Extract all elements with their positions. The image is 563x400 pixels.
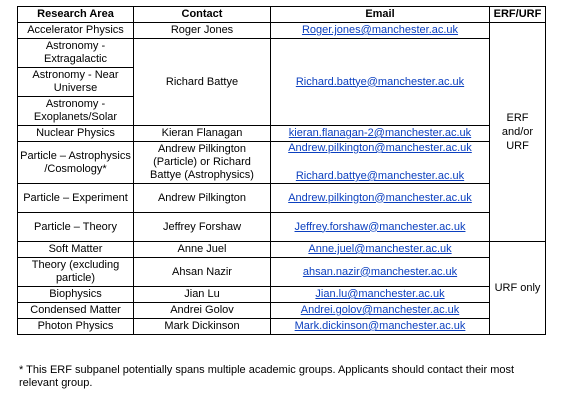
contact-cell: Mark Dickinson xyxy=(134,319,271,335)
email-cell xyxy=(271,39,490,126)
urf-group-cell: URF only xyxy=(490,242,546,335)
contact-cell: Andrew Pilkington xyxy=(134,184,271,213)
email-cell xyxy=(271,184,490,213)
research-area-cell: Astronomy - Near Universe xyxy=(18,68,134,97)
table-row xyxy=(18,142,546,184)
header-row xyxy=(18,7,546,23)
erf-group-cell: ERF and/or URF xyxy=(490,23,546,242)
research-area-cell: Particle – Astrophysics /Cosmology* xyxy=(18,142,134,184)
email-cell xyxy=(271,213,490,242)
email-cell xyxy=(271,319,490,335)
email-link[interactable]: Richard.battye@manchester.ac.uk xyxy=(295,75,465,88)
header-erf-urf: ERF/URF xyxy=(490,7,546,23)
email-link[interactable]: Andrei.golov@manchester.ac.uk xyxy=(300,304,460,316)
email-cell xyxy=(271,23,490,39)
table-row xyxy=(18,319,546,335)
email-link[interactable]: Roger.jones@manchester.ac.uk xyxy=(301,24,459,36)
research-area-cell: Nuclear Physics xyxy=(18,126,134,142)
table-row xyxy=(18,126,546,142)
research-area-cell: Astronomy - Extragalactic xyxy=(18,39,134,68)
email-link[interactable]: Andrew.pilkington@manchester.ac.uk xyxy=(288,191,472,204)
research-area-cell: Astronomy - Exoplanets/Solar xyxy=(18,97,134,126)
table-row xyxy=(18,242,546,258)
contact-cell: Jian Lu xyxy=(134,287,271,303)
contacts-table xyxy=(17,6,546,335)
research-area-cell: Soft Matter xyxy=(18,242,134,258)
email-link[interactable]: kieran.flanagan-2@manchester.ac.uk xyxy=(288,127,472,139)
header-research-area: Research Area xyxy=(18,7,134,23)
email-cell xyxy=(271,303,490,319)
email-cell xyxy=(271,242,490,258)
email-cell xyxy=(271,142,490,184)
header-email: Email xyxy=(271,7,490,23)
contact-cell: Kieran Flanagan xyxy=(134,126,271,142)
email-link[interactable]: Jeffrey.forshaw@manchester.ac.uk xyxy=(294,220,466,233)
table-row xyxy=(18,184,546,213)
email-link[interactable]: ahsan.nazir@manchester.ac.uk xyxy=(302,265,458,278)
email-link[interactable]: Andrew.pilkington@manchester.ac.uk xyxy=(288,142,472,154)
table-row xyxy=(18,213,546,242)
footnote: * This ERF subpanel potentially spans multiple academic groups. Applicants should contact their most relevant group. xyxy=(19,364,515,389)
header-contact: Contact xyxy=(134,7,271,23)
table-row xyxy=(18,23,546,39)
table-row xyxy=(18,39,546,68)
research-area-cell: Accelerator Physics xyxy=(18,23,134,39)
email-cell xyxy=(271,287,490,303)
research-area-cell: Particle – Experiment xyxy=(18,184,134,213)
table-row xyxy=(18,303,546,319)
contact-cell: Anne Juel xyxy=(134,242,271,258)
contact-cell: Roger Jones xyxy=(134,23,271,39)
contact-cell: Jeffrey Forshaw xyxy=(134,213,271,242)
email-link[interactable]: Jian.lu@manchester.ac.uk xyxy=(315,288,445,300)
email-cell xyxy=(271,126,490,142)
email-link[interactable]: Mark.dickinson@manchester.ac.uk xyxy=(294,320,466,332)
contact-cell: Andrei Golov xyxy=(134,303,271,319)
table-row xyxy=(18,258,546,287)
research-area-cell: Condensed Matter xyxy=(18,303,134,319)
contact-cell: Richard Battye xyxy=(134,39,271,126)
email-cell xyxy=(271,258,490,287)
table-row xyxy=(18,287,546,303)
email-link[interactable]: Richard.battye@manchester.ac.uk xyxy=(295,170,465,182)
research-area-cell: Biophysics xyxy=(18,287,134,303)
contact-cell: Ahsan Nazir xyxy=(134,258,271,287)
research-area-cell: Theory (excluding particle) xyxy=(18,258,134,287)
email-link[interactable]: Anne.juel@manchester.ac.uk xyxy=(308,243,452,255)
contact-cell: Andrew Pilkington (Particle) or Richard Battye (Astrophysics) xyxy=(134,142,271,184)
research-area-cell: Photon Physics xyxy=(18,319,134,335)
research-area-cell: Particle – Theory xyxy=(18,213,134,242)
